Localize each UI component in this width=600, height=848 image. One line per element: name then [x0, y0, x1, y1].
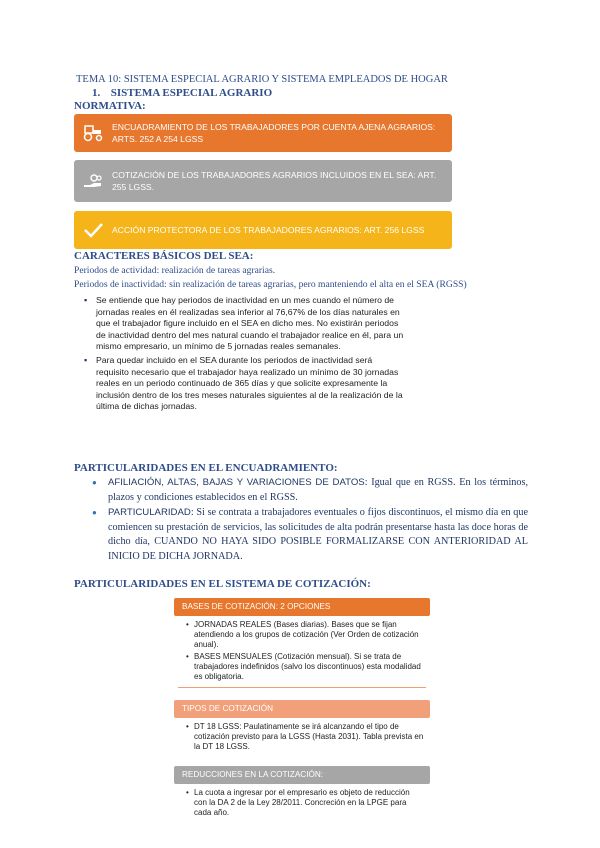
check-icon	[74, 222, 112, 238]
particularidad-text: : Si se contrata a trabajadores eventuales o fijos discontinuos, el mismo día en que comiencen su prestación de servicios, las solicitudes de alta podrán presentarse hasta las doce horas de dicho día,	[108, 507, 528, 548]
list-item	[92, 476, 528, 505]
banner-text: ACCIÓN PROTECTORA DE LOS TRABAJADORES AGRARIOS: ART. 256 LGSS	[112, 225, 425, 235]
list-item: • La cuota a ingresar por el empresario es objeto de reducción con la DA 2 de la Ley 28/2011. Concreción en la LPGE para cada año.	[186, 788, 424, 819]
periodos-actividad-line: Periodos de actividad: realización de tareas agrarias.	[74, 265, 276, 276]
panel-title: TIPOS DE COTIZACIÓN	[174, 700, 430, 718]
document-title: TEMA 10: SISTEMA ESPECIAL AGRARIO Y SISTEMA EMPLEADOS DE HOGAR	[76, 74, 448, 85]
particularidad-caps-end: CUANDO NO HAYA SIDO POSIBLE FORMALIZARSE CON ANTERIORIDAD AL INICIO DE DICHA JORNADA.	[108, 536, 528, 562]
cotizacion-heading: PARTICULARIDADES EN EL SISTEMA DE COTIZACIÓN:	[74, 578, 371, 590]
afiliacion-text: : Igual que en RGSS. En los términos, plazos y condiciones establecidos en el RGSS.	[108, 477, 528, 503]
banner-cotizacion	[74, 160, 452, 202]
afiliacion-caps: AFILIACIÓN, ALTAS, BAJAS Y VARIACIONES DE DATOS	[108, 477, 365, 488]
banner-accion-protectora	[74, 211, 452, 249]
list-item: • DT 18 LGSS: Paulatinamente se irá alcanzando el tipo de cotización previsto para la LGSS (Hasta 2031). Tabla prevista en la DT 18 LGSS.	[186, 722, 424, 753]
panel-title: REDUCCIONES EN LA COTIZACIÓN:	[174, 766, 430, 784]
banner-text: COTIZACIÓN DE LOS TRABAJADORES AGRARIOS INCLUIDOS EN EL SEA: ART. 255 LGSS.	[112, 170, 437, 192]
encuadramiento-heading: PARTICULARIDADES EN EL ENCUADRAMIENTO:	[74, 462, 338, 474]
panel-tipos-cotizacion	[174, 700, 430, 758]
normativa-heading: NORMATIVA:	[74, 100, 146, 112]
panel-body	[174, 784, 430, 824]
panel-bases-cotizacion	[174, 598, 430, 688]
encuadramiento-list	[92, 476, 528, 566]
list-item	[92, 506, 528, 564]
panel-reducciones	[174, 766, 430, 824]
tractor-icon	[74, 124, 112, 142]
banner-text: ENCUADRAMIENTO DE LOS TRABAJADORES POR CUENTA AJENA AGRARIOS: ARTS. 252 A 254 LGSS	[112, 122, 436, 144]
panel-body	[174, 718, 430, 758]
panel-title: BASES DE COTIZACIÓN: 2 OPCIONES	[174, 598, 430, 616]
particularidad-caps: PARTICULARIDAD	[108, 507, 191, 519]
panel-body	[174, 616, 430, 687]
list-item: • JORNADAS REALES (Bases diarias). Bases que se fijan atendiendo a los grupos de cotización (Ver Orden de cotización anual).	[186, 620, 424, 651]
subsection-heading	[92, 87, 272, 99]
divider	[178, 687, 426, 688]
list-item: ▪ Se entiende que hay periodos de inactividad en un mes cuando el número de jornadas reales en él realizadas sea inferior al 76,67% de los días naturales en que el trabajador figure incluido en el SEA en dicho mes. No existirán periodos de inactividad dentro del mes natural cuando el trabajador realice en él, para un mismo empresario, un mínimo de 5 jornadas reales semanales.	[84, 295, 404, 353]
list-item: ▪ Para quedar incluido en el SEA durante los periodos de inactividad será requisito necesario que el trabajador haya realizado un mínimo de 30 jornadas reales en un periodo continuado de 365 días y que solicite expresamente la inclusión dentro de los tres meses naturales siguientes al de la realización de la última de dichas jornadas.	[84, 355, 404, 413]
caracteres-bullet-list	[84, 295, 404, 415]
caracteres-heading: CARACTERES BÁSICOS DEL SEA:	[74, 250, 254, 262]
hand-money-icon	[74, 173, 112, 189]
periodos-inactividad-line: Periodos de inactividad: sin realización de tareas agrarias, pero manteniendo el alta en el SEA (RGSS)	[74, 279, 467, 290]
list-item: • BASES MENSUALES (Cotización mensual). Si se trata de trabajadores indefinidos (salvo los discontinuos) esta modalidad es obligatoria.	[186, 652, 424, 683]
banner-encuadramiento	[74, 114, 452, 152]
subsection-number: 1.	[92, 87, 101, 99]
subsection-title: SISTEMA ESPECIAL AGRARIO	[110, 87, 273, 99]
